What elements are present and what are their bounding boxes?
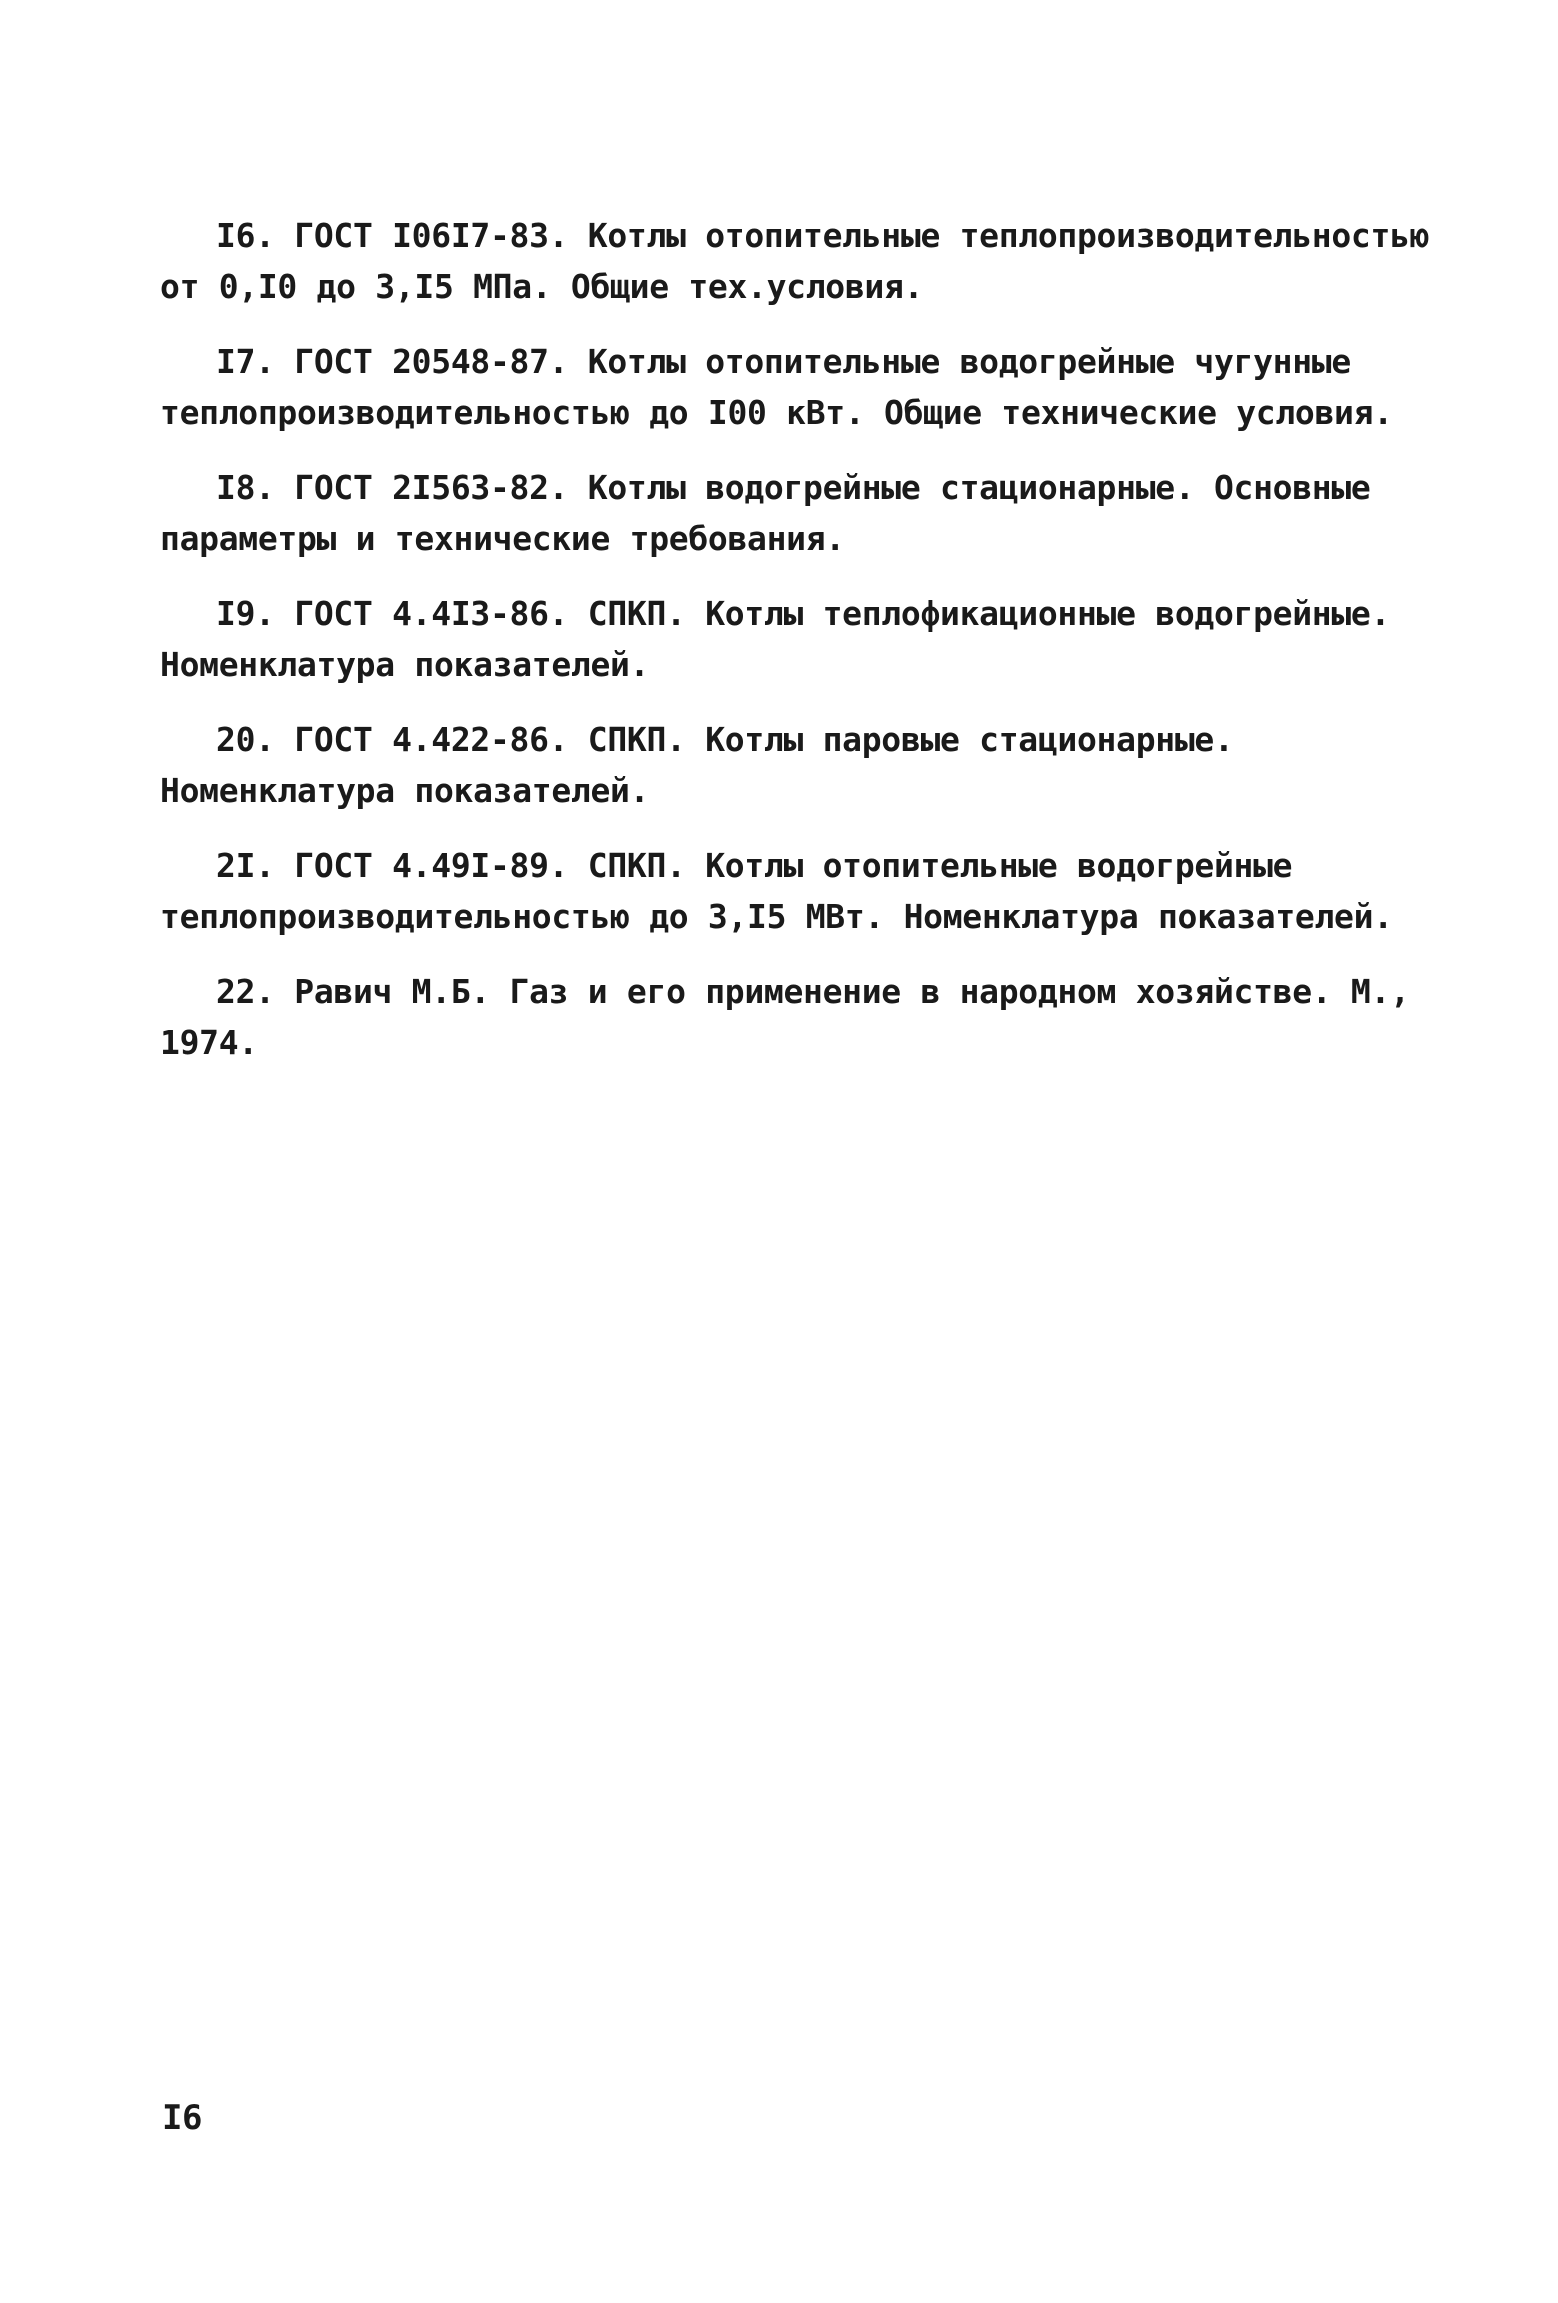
reference-item-20 — [160, 714, 1430, 816]
reference-number: 2I. — [216, 846, 275, 885]
reference-item-17 — [160, 336, 1430, 438]
reference-list — [160, 210, 1430, 1092]
reference-number: 22. — [216, 972, 275, 1011]
reference-text: Равич М.Б. Газ и его применение в народном хозяйстве. М., 1974. — [160, 972, 1410, 1062]
reference-number: I6. — [216, 216, 275, 255]
reference-item-18 — [160, 462, 1430, 564]
reference-item-16 — [160, 210, 1430, 312]
reference-item-22 — [160, 966, 1430, 1068]
page-number: I6 — [162, 2098, 202, 2138]
reference-number: I8. — [216, 468, 275, 507]
reference-item-19 — [160, 588, 1430, 690]
reference-text: ГОСТ I06I7-83. Котлы отопительные теплопроизводительностью от 0,I0 до 3,I5 МПа. Общие тех.условия. — [160, 216, 1430, 306]
reference-item-21 — [160, 840, 1430, 942]
reference-text: ГОСТ 2I563-82. Котлы водогрейные стационарные. Основные параметры и технические требования. — [160, 468, 1371, 558]
reference-text: ГОСТ 20548-87. Котлы отопительные водогрейные чугунные теплопроизводительностью до I00 кВт. Общие технические условия. — [160, 342, 1393, 432]
reference-number: 20. — [216, 720, 275, 759]
reference-number: I9. — [216, 594, 275, 633]
reference-text: ГОСТ 4.49I-89. СПКП. Котлы отопительные водогрейные теплопроизводительностью до 3,I5 МВт. Номенклатура показателей. — [160, 846, 1393, 936]
reference-text: ГОСТ 4.422-86. СПКП. Котлы паровые стационарные. Номенклатура показателей. — [160, 720, 1234, 810]
reference-text: ГОСТ 4.4I3-86. СПКП. Котлы теплофикационные водогрейные. Номенклатура показателей. — [160, 594, 1391, 684]
reference-number: I7. — [216, 342, 275, 381]
